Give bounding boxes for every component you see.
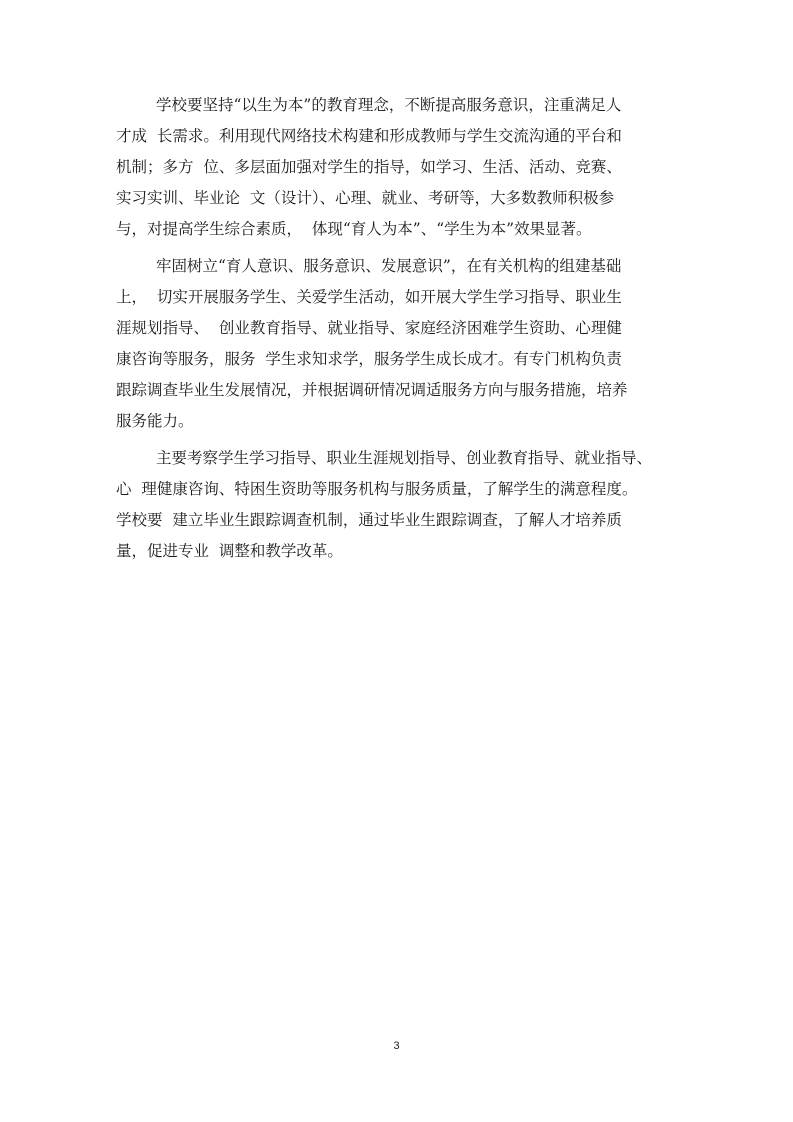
paragraph-line: 服务能力。 (116, 412, 194, 430)
paragraph-line: 学校要坚持“以生为本”的教育理念，不断提高服务意识，注重满足人 (156, 96, 622, 114)
paragraph-line: 机制；多方 位、多层面加强对学生的指导，如学习、生活、活动、竞赛、 (116, 158, 622, 176)
paragraph-line: 心 理健康咨询、特困生资助等服务机构与服务质量，了解学生的满意程度。 (116, 480, 638, 498)
paragraph-line: 跟踪调查毕业生发展情况，并根据调研情况调适服务方向与服务措施，培养 (116, 381, 628, 399)
paragraph-line: 才成 长需求。利用现代网络技术构建和形成教师与学生交流沟通的平台和 (116, 127, 622, 145)
page-number: 3 (393, 1040, 400, 1052)
paragraph-line: 康咨询等服务，服务 学生求知求学，服务学生成长成才。有专门机构负责 (116, 350, 622, 368)
paragraph-1 (116, 90, 696, 245)
paragraph-line: 上， 切实开展服务学生、关爱学生活动，如开展大学生学习指导、职业生 (116, 288, 622, 306)
paragraph-2 (116, 251, 696, 437)
paragraph-line: 主要考察学生学习指导、职业生涯规划指导、创业教育指导、就业指导、 (156, 449, 653, 467)
paragraph-line: 学校要 建立毕业生跟踪调查机制，通过毕业生跟踪调查，了解人才培养质 (116, 511, 622, 529)
paragraph-line: 量，促进专业 调整和教学改革。 (116, 542, 343, 560)
paragraph-3 (116, 443, 696, 567)
paragraph-line: 涯规划指导、 创业教育指导、就业指导、家庭经济困难学生资助、心理健 (116, 319, 622, 337)
paragraph-line: 与，对提高学生综合素质， 体现“育人为本”、“学生为本”效果显著。 (116, 220, 592, 238)
paragraph-line: 牢固树立“育人意识、服务意识、发展意识”，在有关机构的组建基础 (156, 257, 622, 275)
paragraph-line: 实习实训、毕业论 文（设计）、心理、就业、考研等，大多数教师积极参 (116, 189, 615, 207)
